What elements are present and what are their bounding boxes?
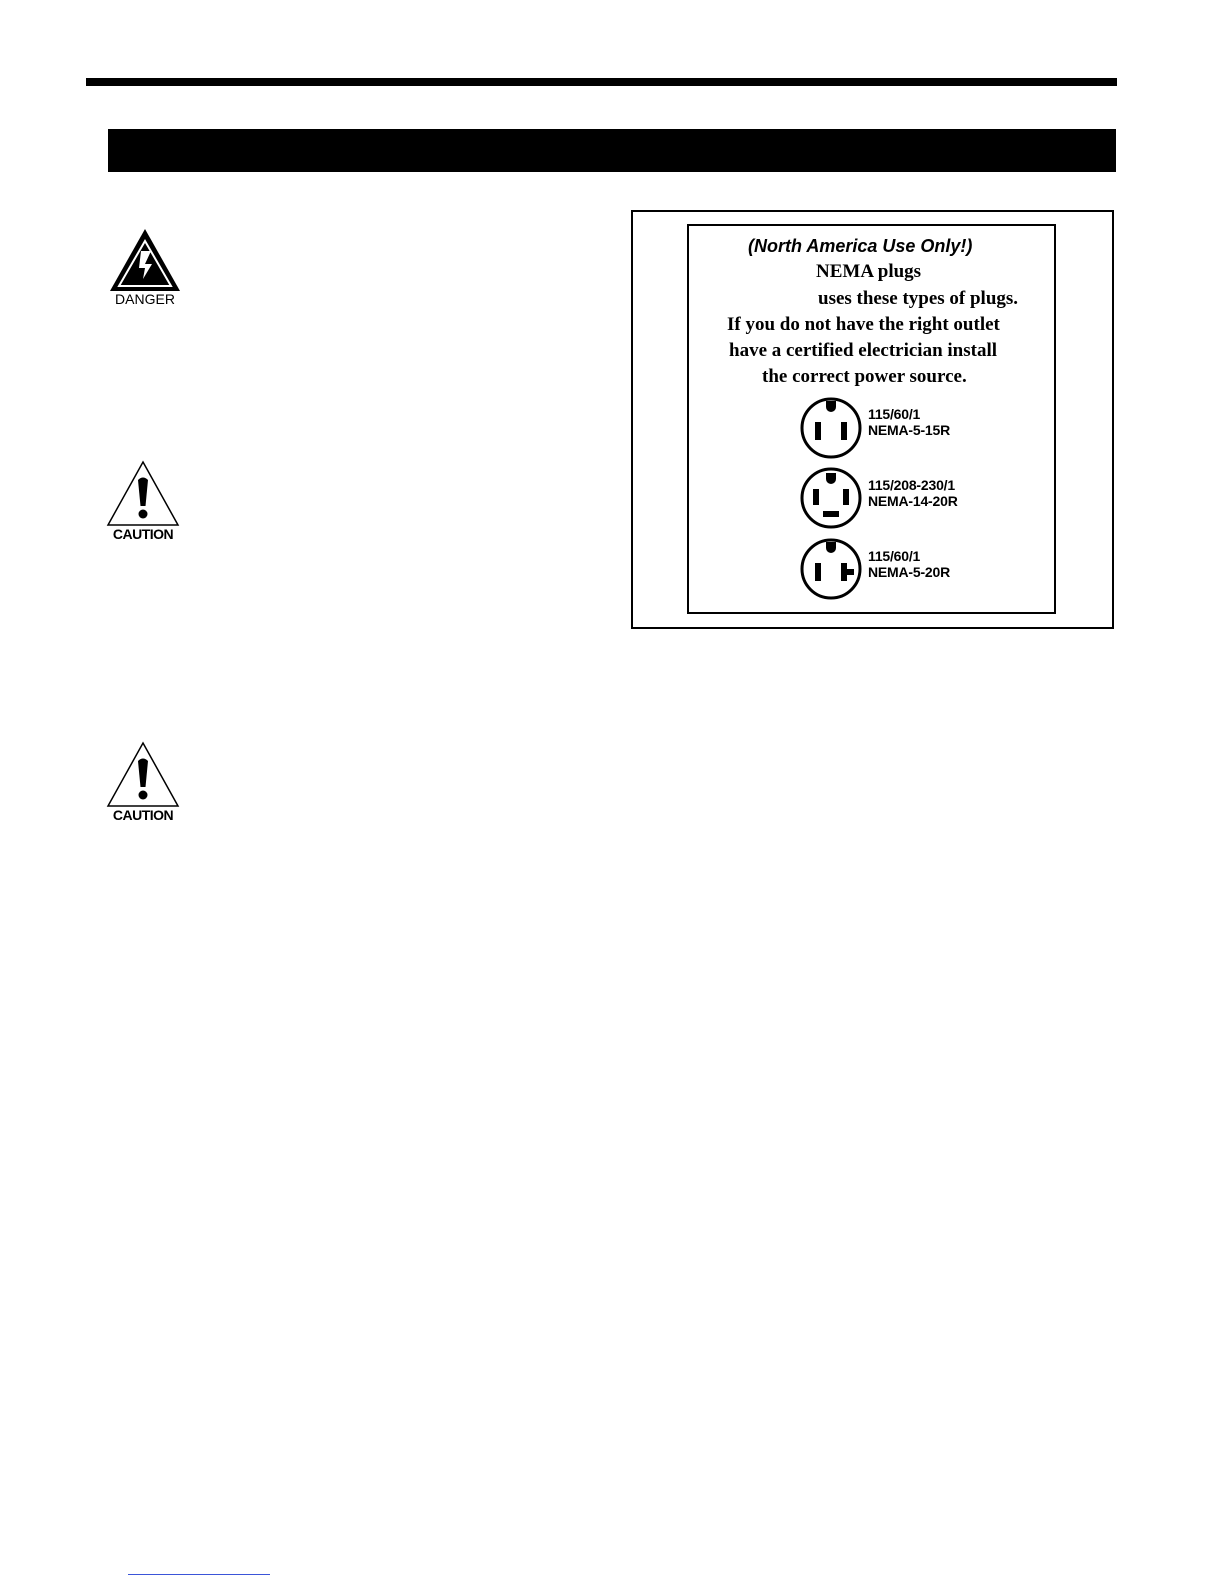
outlet-1-rating: 115/60/1 — [868, 406, 921, 422]
outlet-3-label — [868, 548, 950, 580]
caution-label: CAUTION — [112, 526, 174, 542]
outlet-3-rating: 115/60/1 — [868, 548, 921, 564]
figure-title: (North America Use Only!) — [748, 236, 973, 256]
nema-5-15r-outlet-icon — [800, 397, 862, 459]
danger-warning — [108, 227, 182, 306]
outlet-2-type: NEMA-14-20R — [868, 493, 958, 509]
outlet-2-rating: 115/208-230/1 — [868, 477, 955, 493]
caution-label: CAUTION — [112, 807, 174, 823]
figure-line-power-source: the correct power source. — [762, 366, 967, 387]
caution-warning-2 — [106, 741, 180, 822]
outlet-2-label — [868, 477, 958, 509]
outlet-1-type: NEMA-5-15R — [868, 422, 951, 438]
caution-exclamation-icon — [106, 460, 180, 528]
footer-link-underline[interactable] — [128, 1574, 270, 1575]
section-header-bar — [108, 129, 1116, 172]
nema-14-20r-outlet-icon — [800, 467, 862, 529]
outlet-3-type: NEMA-5-20R — [868, 564, 951, 580]
top-rule — [86, 78, 1117, 86]
figure-line-electrician: have a certified electrician install — [729, 340, 998, 361]
figure-line-outlet: If you do not have the right outlet — [727, 314, 1000, 335]
caution-warning-1 — [106, 460, 180, 541]
danger-label: DANGER — [115, 291, 175, 307]
figure-line-plug-types: uses these types of plugs. — [818, 288, 1019, 309]
figure-line-nema-plugs: NEMA plugs — [816, 261, 922, 282]
nema-5-20r-outlet-icon — [800, 538, 862, 600]
caution-exclamation-icon — [106, 741, 180, 809]
danger-electric-shock-icon — [108, 227, 182, 293]
outlet-1-label — [868, 406, 950, 438]
